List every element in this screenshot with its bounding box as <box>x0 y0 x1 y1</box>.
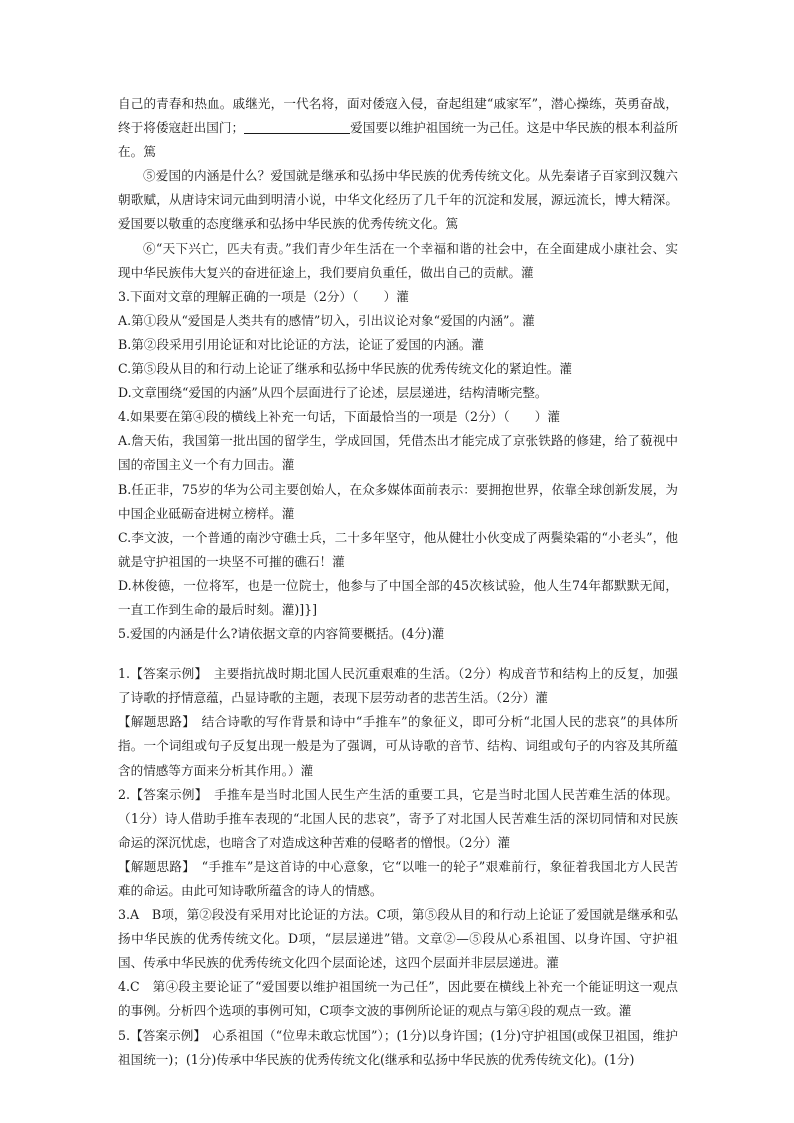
question-3-option-d: D.文章围绕“爱国的内涵”从四个层面进行了论述，层层递进，结构清晰完整。 <box>118 385 548 401</box>
answer-3: 3.A B项，第②段没有采用对比论证的方法。C项，第⑤段从目的和行动上论证了爱国就是继承和弘扬中华民族的优秀传统文化。D项，“层层递进”错。文章②—⑤段从心系祖国、以身许国、守护祖国、传承中华民族的优秀传统文化四个层面论述，这四个层面并非层层递进。灌 <box>118 907 678 971</box>
paragraph-4-text-a: 自己的青春和热血。戚继光，一代名将，面对倭寇入侵，奋起组建“戚家军”，潜心操练，英勇奋战，终于将倭寇赶出国门； <box>118 96 678 136</box>
question-3-option-c: C.第⑤段从目的和行动上论证了继承和弘扬中华民族的优秀传统文化的紧迫性。灌 <box>118 361 572 377</box>
paragraph-4-mark: 篤 <box>143 144 156 160</box>
question-5: 5.爱国的内涵是什么?请依据文章的内容简要概括。(4分)灌 <box>118 626 445 642</box>
answer-1-approach: 【解题思路】 结合诗歌的写作背景和诗中“手推车”的象征义，即可分析“北国人民的悲哀”的具体所指。一个词组或句子反复出现一般是为了强调，可从诗歌的音节、结构、词组或句子的内容及其所蕴含的情感等方面来分析其作用。）灌 <box>118 714 678 778</box>
question-3: 3.下面对文章的理解正确的一项是（2分）（ ）灌 <box>118 288 409 304</box>
paragraph-5: ⑤爱国的内涵是什么？爱国就是继承和弘扬中华民族的优秀传统文化。从先秦诸子百家到汉魏六朝歌赋，从唐诗宋词元曲到明清小说，中华文化经历了几千年的沉淀和发展，源远流长，博大精深。爱国要以敬重的态度继承和弘扬中华民族的优秀传统文化。篤 <box>118 168 678 232</box>
answer-2-approach: 【解题思路】 “手推车”是这首诗的中心意象，它“以唯一的轮子”艰难前行，象征着我国北方人民苦难的命运。由此可知诗歌所蕴含的诗人的情感。 <box>118 858 678 898</box>
section-gap <box>118 646 678 662</box>
question-4: 4.如果要在第④段的横线上补充一句话，下面最恰当的一项是（2分）（ ）灌 <box>118 409 560 425</box>
paragraph-6: ⑥“天下兴亡，匹夫有责。”我们青少年生活在一个幸福和谐的社会中，在全面建成小康社会、实现中华民族伟大复兴的奋进征途上，我们要肩负重任，做出自己的贡献。灌 <box>118 240 678 280</box>
question-3-option-b: B.第②段采用引用论证和对比论证的方法，论证了爱国的内涵。灌 <box>118 336 484 352</box>
answer-4: 4.C 第④段主要论证了“爱国要以维护祖国统一为己任”，因此要在横线上补充一个能证明这一观点的事例。分析四个选项的事例可知，C项李文波的事例所论证的观点与第④段的观点一致。灌 <box>118 979 678 1019</box>
answer-5: 5.【答案示例】 心系祖国（“位卑未敢忘忧国”）；(1分)以身许国；(1分)守护祖国(或保卫祖国，维护祖国统一)；(1分)传承中华民族的优秀传统文化(继承和弘扬中华民族的优秀传统文化)。(1分) <box>118 1027 678 1067</box>
question-4-option-c: C.李文波，一个普通的南沙守礁士兵，二十多年坚守，他从健壮小伙变成了两鬓染霜的“小老头”，他就是守护祖国的一块坚不可摧的礁石！灌 <box>118 529 678 569</box>
answer-blank-line <box>244 119 350 134</box>
answer-1: 1.【答案示例】 主要指抗战时期北国人民沉重艰难的生活。（2分）构成音节和结构上的反复，加强了诗歌的抒情意蕴，凸显诗歌的主题，表现下层劳动者的悲苦生活。（2分）灌 <box>118 666 678 706</box>
question-4-option-d: D.林俊德，一位将军，也是一位院士，他参与了中国全部的45次核试验，他人生74年都默默无闻，一直工作到生命的最后时刻。灌)]}] <box>118 577 678 617</box>
question-4-option-b: B.任正非，75岁的华为公司主要创始人，在众多媒体面前表示：要拥抱世界，依靠全球创新发展，为中国企业砥砺奋进树立榜样。灌 <box>118 481 678 521</box>
paragraph-4-continued <box>118 92 678 164</box>
paragraph-4-text-b: 爱国要以维护祖国统一为己任。这是中华民族的根本利益所在。 <box>118 120 679 160</box>
answer-2: 2.【答案示例】 手推车是当时北国人民生产生活的重要工具，它是当时北国人民苦难生活的体现。（1分）诗人借助手推车表现的“北国人民的悲哀”，寄予了对北国人民苦难生活的深切同情和对民族命运的深沉忧虑，也暗含了对造成这种苦难的侵略者的憎恨。（2分）灌 <box>118 786 678 850</box>
document-page <box>118 92 678 1072</box>
question-4-option-a: A.詹天佑，我国第一批出国的留学生，学成回国，凭借杰出才能完成了京张铁路的修建，给了藐视中国的帝国主义一个有力回击。灌 <box>118 433 678 473</box>
question-3-option-a: A.第①段从“爱国是人类共有的感情”切入，引出议论对象“爱国的内涵”。灌 <box>118 312 535 328</box>
